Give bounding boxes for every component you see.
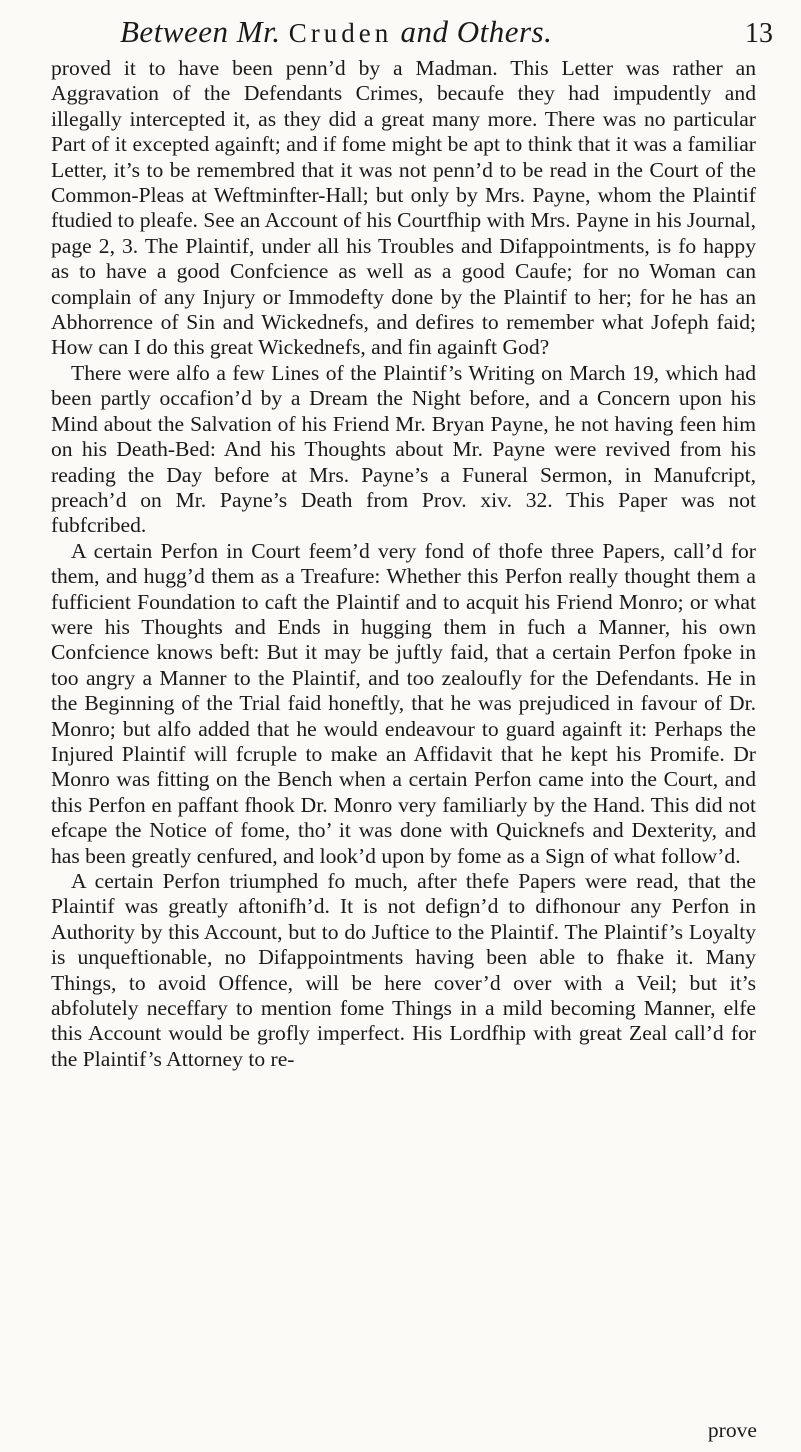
page-number: 13 xyxy=(745,18,773,49)
running-head-part: Mr. xyxy=(236,14,289,49)
running-head-part: Between xyxy=(120,14,237,49)
running-head xyxy=(120,14,552,50)
page-header xyxy=(0,14,801,54)
page-body xyxy=(51,56,756,1072)
paragraph: There were alfo a few Lines of the Plaintif’s Writing on March 19, which had been partly occafion’d by a Dream the Night before, and a Concern upon his Mind about the Salvation of his Friend Mr. Bryan Payne, he not having feen him on his Death-Bed: And his Thoughts about Mr. Payne were revived from his reading the Day before at Mrs. Payne’s a Funeral Sermon, in Manufcript, preach’d on Mr. Payne’s Death from Prov. xiv. 32. This Paper was not fubfcribed. xyxy=(51,360,756,538)
paragraph: proved it to have been penn’d by a Madman. This Letter was rather an Aggravation of the Defendants Crimes, becaufe they had impudently and illegally intercepted it, as they did a great many more. There was no particular Part of it excepted againft; and if fome might be apt to think that it was a familiar Letter, it’s to be remembred that it was not penn’d to be read in the Court of the Common-Pleas at Weftminfter-Hall; but only by Mrs. Payne, whom the Plaintif ftudied to pleafe. See an Account of his Courtfhip with Mrs. Payne in his Journal, page 2, 3. The Plaintif, under all his Troubles and Difappointments, is fo happy as to have a good Confcience as well as a good Caufe; for no Woman can complain of any Injury or Immodefty done by the Plaintif to her; for he has an Abhorrence of Sin and Wickednefs, and defires to remember what Jofeph faid; How can I do this great Wickednefs, and fin againft God? xyxy=(51,56,756,360)
running-head-part: Cruden xyxy=(288,18,393,48)
paragraph: A certain Perfon triumphed fo much, after thefe Papers were read, that the Plaintif was greatly aftonifh’d. It is not defign’d to difhonour any Perfon in Authority by this Account, but to do Juftice to the Plaintif. The Plaintif’s Loyalty is unqueftionable, no Difappointments having been able to fhake it. Many Things, to avoid Offence, will be here cover’d over with a Veil; but it’s abfolutely neceffary to mention fome Things in a mild becoming Manner, elfe this Account would be grofly imperfect. His Lordfhip with great Zeal call’d for the Plaintif’s Attorney to re- xyxy=(51,869,756,1071)
paragraph: A certain Perfon in Court feem’d very fond of thofe three Papers, call’d for them, and hugg’d them as a Treafure: Whether this Perfon really thought them a fufficient Foundation to caft the Plaintif and to acquit his Friend Monro; or what were his Thoughts and Ends in hugging them in fuch a Manner, his own Confcience knows beft: But it may be juftly faid, that a certain Perfon fpoke in too angry a Manner to the Plaintif, and too zealoufly for the Defendants. He in the Beginning of the Trial faid honeftly, that he was prejudiced in favour of Dr. Monro; but alfo added that he would endeavour to guard againft it: Perhaps the Injured Plaintif will fcruple to make an Affidavit that he kept his Promife. Dr Monro was fitting on the Bench when a certain Perfon came into the Court, and this Perfon en paffant fhook Dr. Monro very familiarly by the Hand. This did not efcape the Notice of fome, tho’ it was done with Quicknefs and Dexterity, and has been greatly cenfured, and look’d upon by fome as a Sign of what follow’d. xyxy=(51,538,756,868)
running-head-part: and Others. xyxy=(392,14,553,49)
catchword: prove xyxy=(707,1418,757,1442)
